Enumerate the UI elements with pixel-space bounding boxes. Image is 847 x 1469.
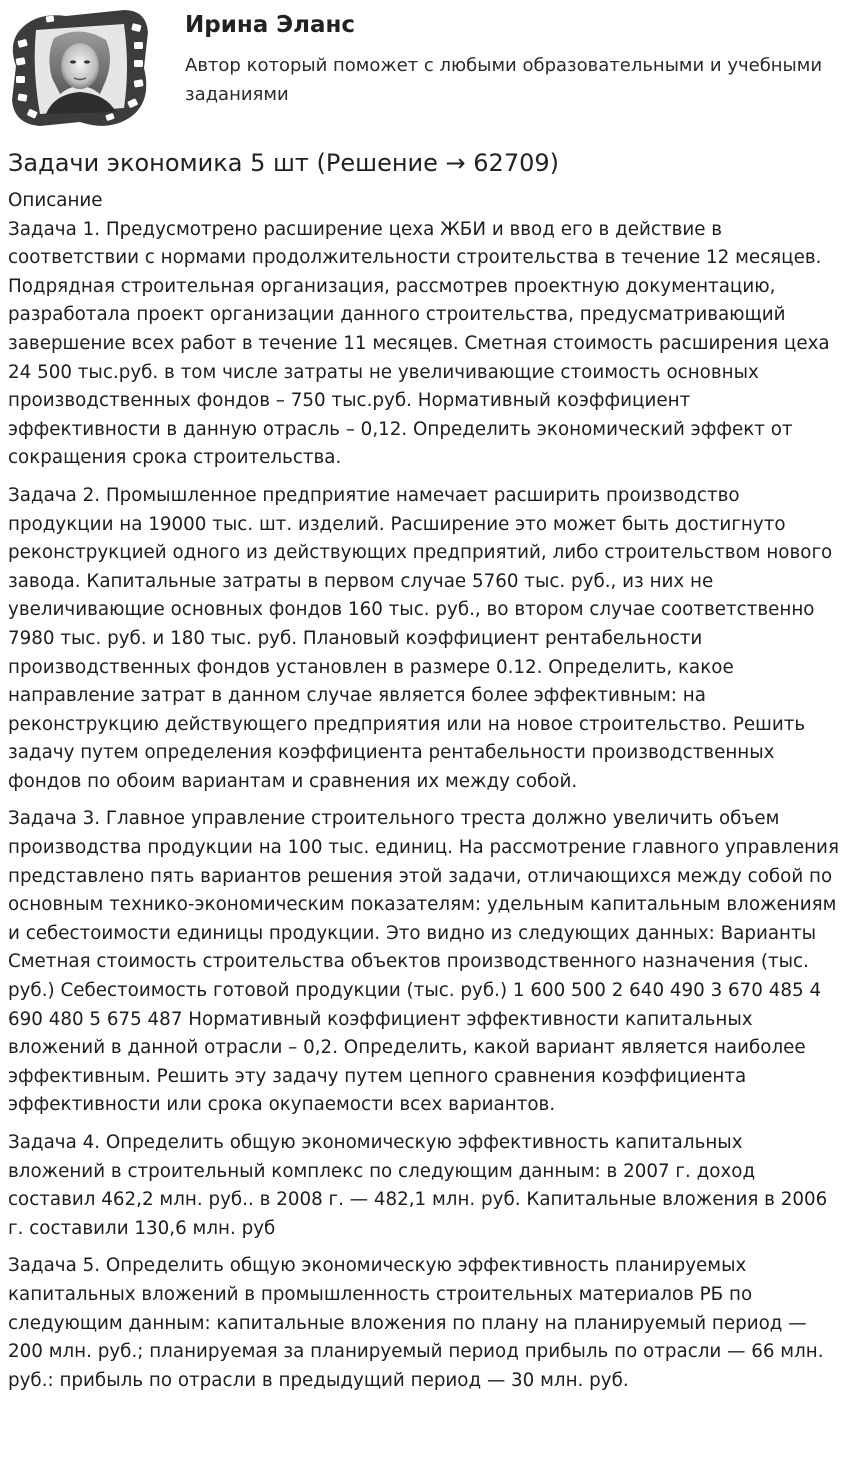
task-4-text: Задача 4. Определить общую экономическую эффективность капитальных вложений в строительный комплекс по следующим данным: в 2007 г. доход составил 462,2 млн. руб.. в 2008 г. — 482,1 млн. руб. Капитальные вложения в 2006 г. составили 130,6 млн. руб (8, 1132, 828, 1239)
page-title: Задачи экономика 5 шт (Решение → 62709) (8, 149, 559, 177)
task-5-text: Задача 5. Определить общую экономическую эффективность планируемых капитальных вложений в промышленность строительных материалов РБ по следующим данным: капитальные вложения по плану на планируемый период — 200 млн. руб.; планируемая за планируемый период прибыль по отрасли — 66 млн. руб.: прибыль по отрасли в предыдущий период — 30 млн. руб. (8, 1255, 824, 1391)
task-3-text: Задача 3. Главное управление строительного треста должно увеличить объем производства продукции на 100 тыс. единиц. На рассмотрение главного управления представлено пять вариантов решения этой задачи, отличающихся между собой по основным технико-экономическим показателям: удельным капитальным вложениям и себестоимости единицы продукции. Это видно из следующих данных: Варианты Сметная стоимость строительства объектов производственного назначения (тыс. руб.) Себестоимость готовой продукции (тыс. руб.) 1 600 500 2 640 490 3 670 485 4 690 480 5 675 487 Нормативный коэффициент эффективности капитальных вложений в данной отрасли – 0,2. Определить, какой вариант является наиболее эффективным. Решить эту задачу путем цепного сравнения коэффициента эффективности или срока окупаемости всех вариантов. (8, 808, 839, 1116)
author-avatar (6, 8, 154, 128)
task-2-text: Задача 2. Промышленное предприятие намечает расширить производство продукции на 19000 тыс. шт. изделий. Расширение это может быть достигнуто реконструкцией одного из действующих предприятий, либо строительством нового завода. Капитальные затраты в первом случае 5760 тыс. руб., из них не увеличивающие основных фондов 160 тыс. руб., во втором случае соответственно 7980 тыс. руб. и 180 тыс. руб. Плановый коэффициент рентабельности производственных фондов установлен в размере 0.12. Определить, какое направление затрат в данном случае является более эффективным: на реконструкцию действующего предприятия или на новое строительство. Решить задачу путем определения коэффициента рентабельности производственных фондов по обоим вариантам и сравнения их между собой. (8, 484, 833, 792)
author-header (0, 0, 847, 135)
description-content (8, 187, 844, 1404)
film-frame-avatar-icon (6, 8, 154, 128)
author-description: Автор который поможет с любыми образовательными и учебными заданиями (185, 55, 823, 105)
task-1-text: Задача 1. Предусмотрено расширение цеха ЖБИ и ввод его в действие в соответствии с нормами продолжительности строительства в течение 12 месяцев. Подрядная строительная организация, рассмотрев проектную документацию, разработала проект организации данного строительства, предусматривающий завершение всех работ в течение 11 месяцев. Сметная стоимость расширения цеха 24 500 тыс.руб. в том числе затраты не увеличивающие стоимость основных производственных фондов – 750 тыс.руб. Нормативный коэффициент эффективности в данную отрасль – 0,12. Определить экономический эффект от сокращения срока строительства. (8, 218, 830, 469)
description-label: Описание (8, 190, 103, 211)
author-name: Ирина Эланс (185, 12, 356, 38)
